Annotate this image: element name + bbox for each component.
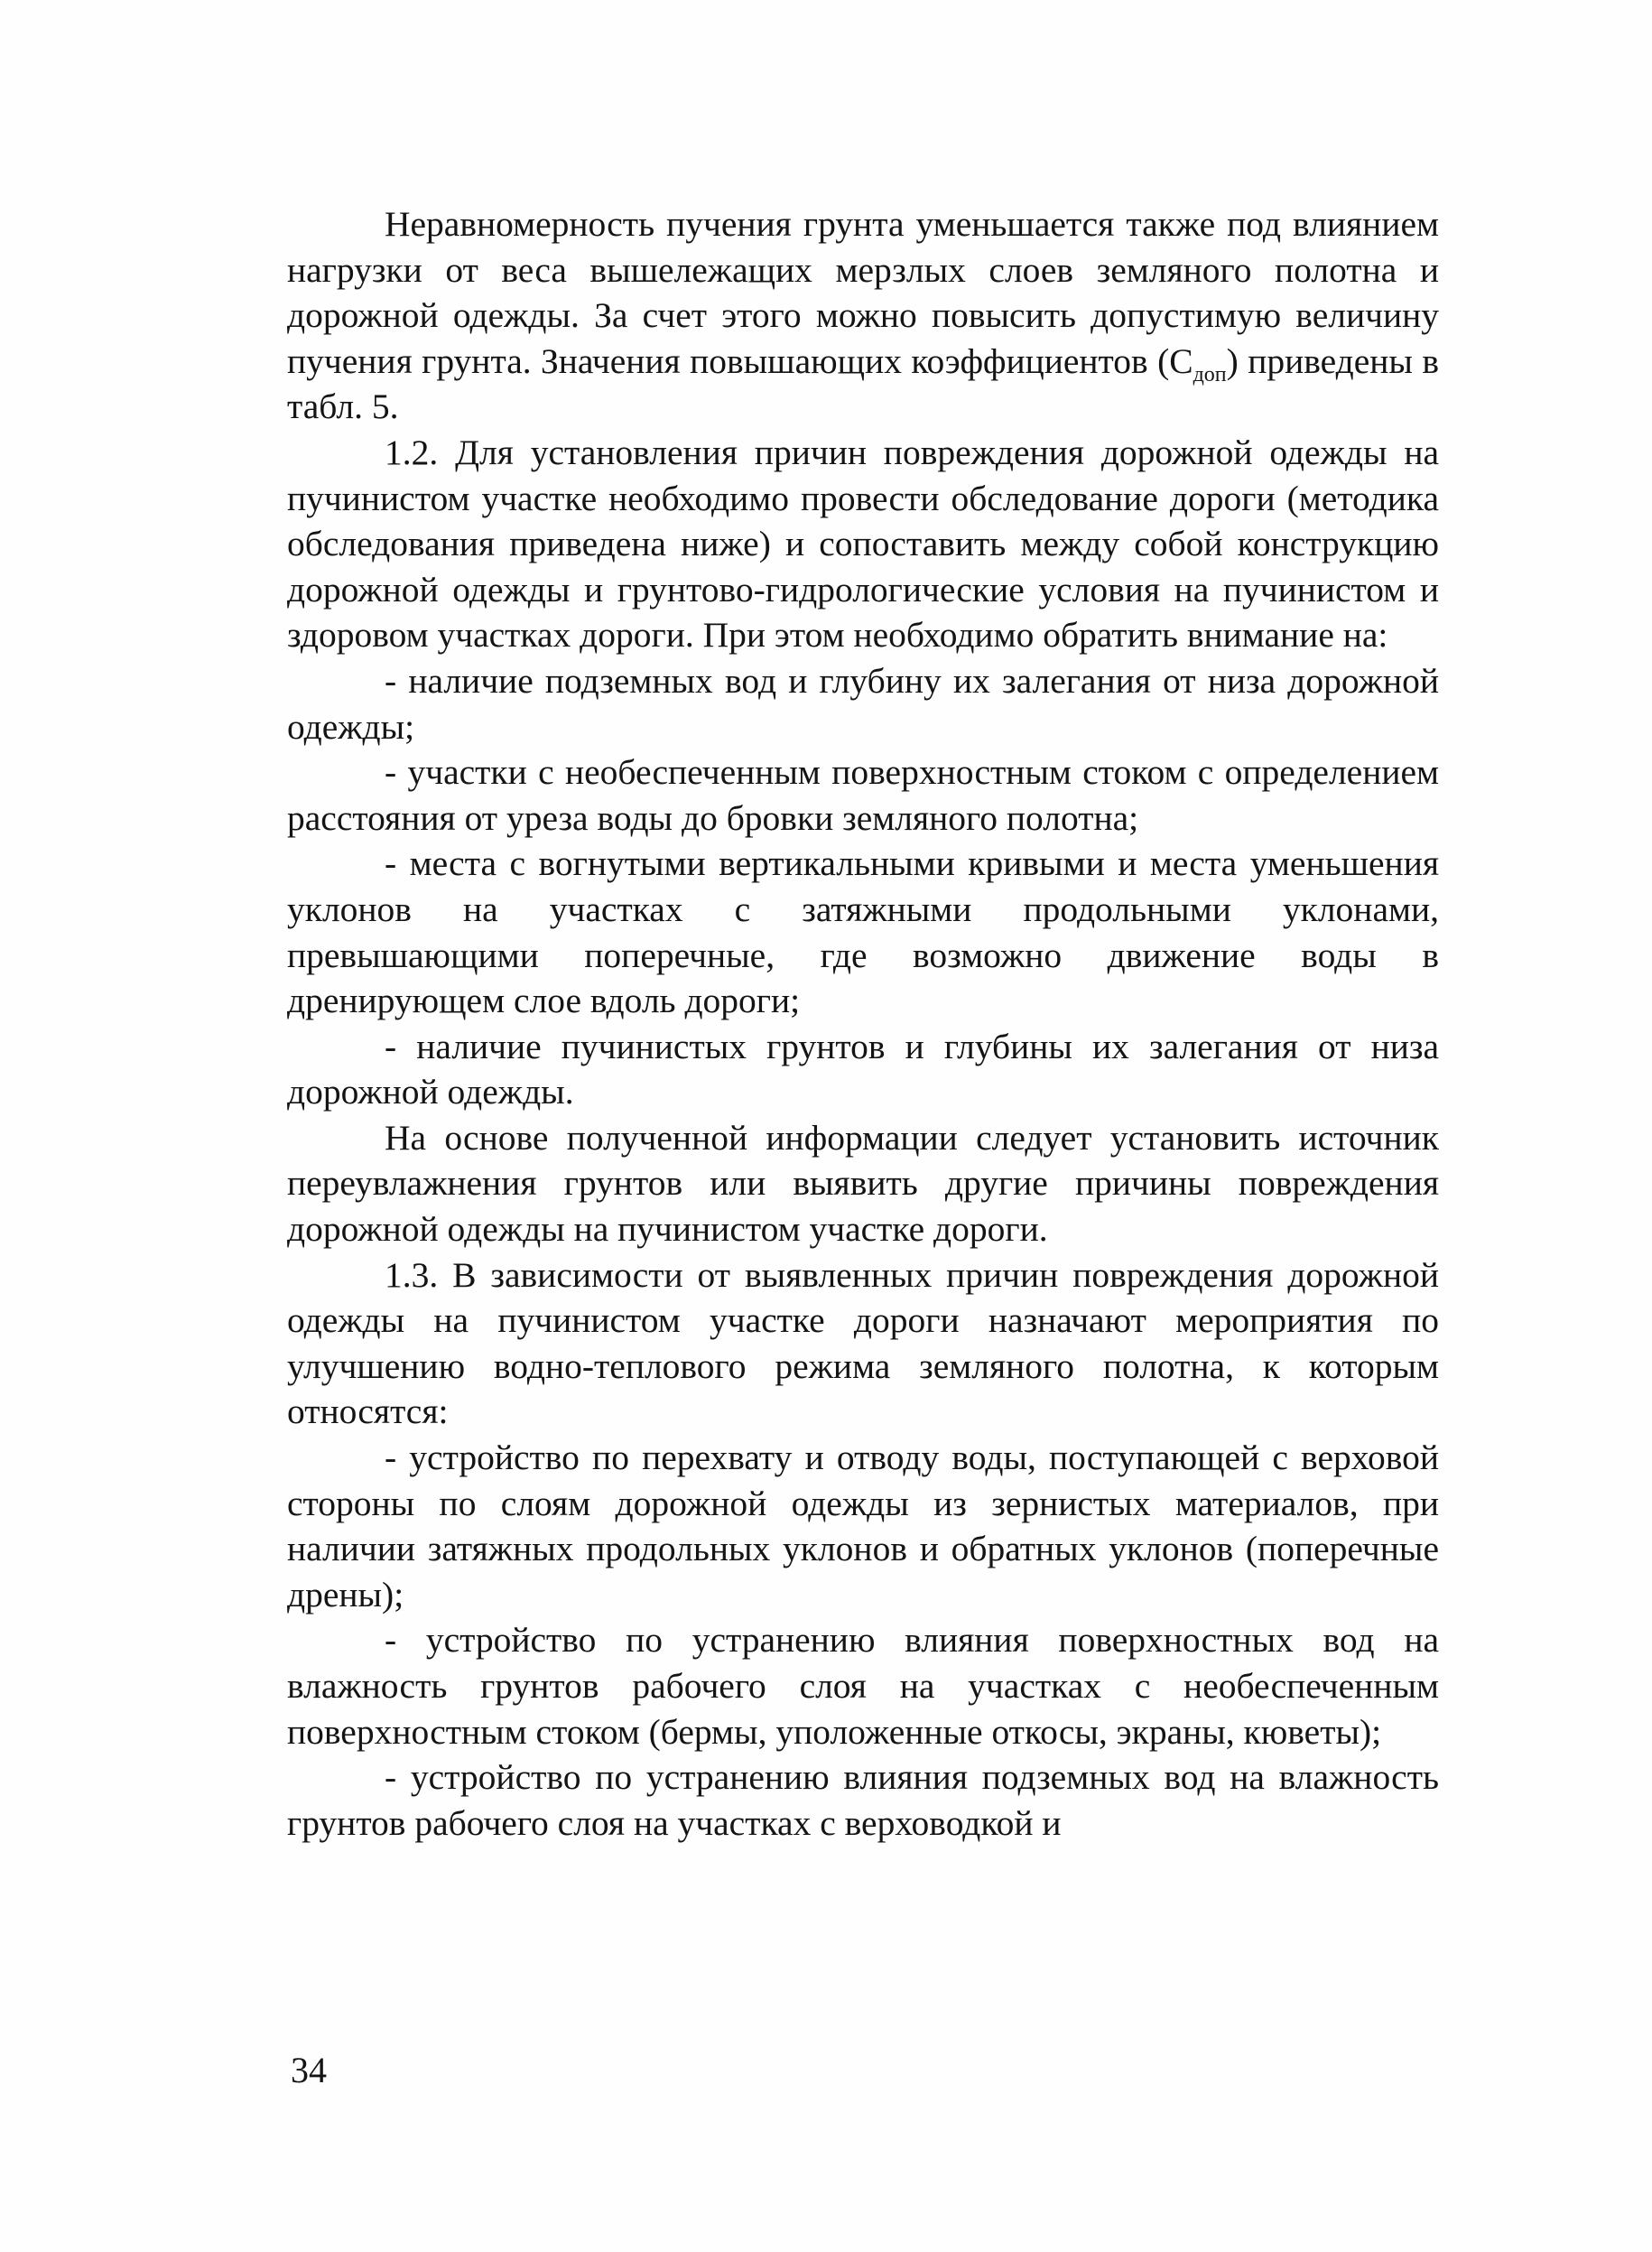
subscript-dop: доп <box>1193 362 1227 386</box>
list-item-transverse-drains: - устройство по перехвату и отводу воды, поступающей с верховой стороны по слоям дорожной одежды из зернистых материалов, при наличии затяжных продольных уклонов и обратных уклонов (поперечные дрены); <box>287 1438 1439 1615</box>
paragraph-section-1-3: 1.3. В зависимости от выявленных причин повреждения дорожной одежды на пучинистом участке дороги назначают мероприятия по улучшению водно-теплового режима земляного полотна, к которым относятся: <box>287 1254 1439 1432</box>
paragraph-conclusion: На основе полученной информации следует установить источник переувлажнения грунтов или выявить другие причины повреждения дорожной одежды на пучинистом участке дороги. <box>287 1117 1439 1250</box>
list-item-heaving-soils: - наличие пучинистых грунтов и глубины их залегания от низа дорожной одежды. <box>287 1026 1439 1112</box>
list-item-surface-runoff: - участки с необеспеченным поверхностным стоком с определением расстояния от уреза воды до бровки земляного полотна; <box>287 752 1439 838</box>
body-text <box>287 201 1439 1846</box>
paragraph-intro <box>287 201 1439 430</box>
paragraph-intro-tail: ) приведены в табл. 5. <box>287 340 1439 427</box>
paragraph-intro-text: Неравномерность пучения грунта уменьшается также под влиянием нагрузки от веса вышележащих мерзлых слоев земляного полотна и дорожной одежды. За счет этого можно повысить допустимую величину пучения грунта. Значения повышающих коэффициентов (С <box>287 204 1439 381</box>
list-item-surface-water-measures: - устройство по устранению влияния поверхностных вод на влажность грунтов рабочего слоя на участках с необеспеченным поверхностным стоком (бермы, уположенные откосы, экраны, кюветы); <box>287 1620 1439 1752</box>
list-item-groundwater: - наличие подземных вод и глубину их залегания от низа дорожной одежды; <box>287 660 1439 747</box>
paragraph-section-1-2: 1.2. Для установления причин повреждения дорожной одежды на пучинистом участке необходимо провести обследование дороги (методика обследования приведена ниже) и сопоставить между собой конструкцию дорожной одежды и грунтово-гидрологические условия на пучинистом и здоровом участках дороги. При этом необходимо обратить внимание на: <box>287 432 1439 656</box>
list-item-concave-curves: - места с вогнутыми вертикальными кривыми и места уменьшения уклонов на участках с затяжными продольными уклонами, превышающими поперечные, где возможно движение воды в дренирующем слое вдоль дороги; <box>287 843 1439 1021</box>
list-item-groundwater-measures: - устройство по устранению влияния подземных вод на влажность грунтов рабочего слоя на участках с верховодкой и <box>287 1757 1439 1843</box>
page-number: 34 <box>291 2050 327 2090</box>
